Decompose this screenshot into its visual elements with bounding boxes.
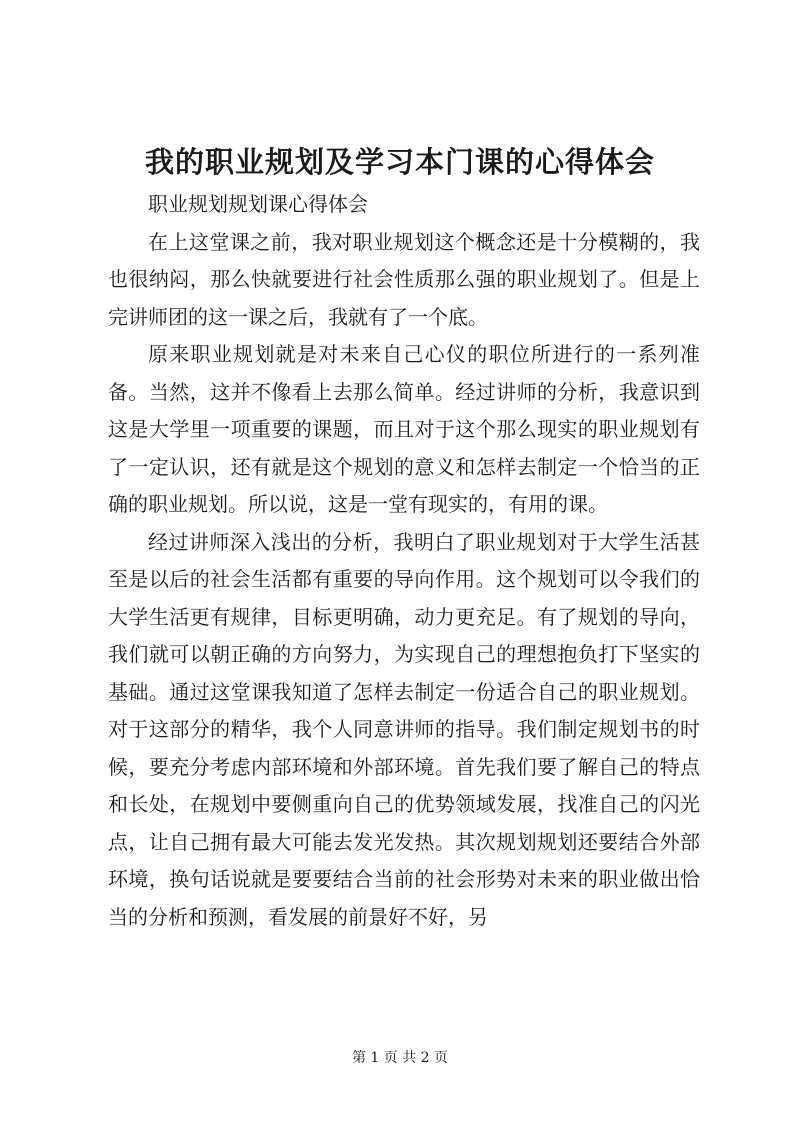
paragraph: 在上这堂课之前，我对职业规划这个概念还是十分模糊的，我也很纳闷，那么快就要进行社会性质那么强的职业规划了。但是上完讲师团的这一课之后，我就有了一个底。 xyxy=(108,229,700,329)
document-body xyxy=(108,186,700,936)
document-title: 我的职业规划及学习本门课的心得体会 xyxy=(144,145,655,179)
paragraph: 经过讲师深入浅出的分析，我明白了职业规划对于大学生活甚至是以后的社会生活都有重要的导向作用。这个规划可以令我们的大学生活更有规律，目标更明确，动力更充足。有了规划的导向，我们就可以朝正确的方向努力，为实现自己的理想抱负打下坚实的基础。通过这堂课我知道了怎样去制定一份适合自己的职业规划。对于这部分的精华，我个人同意讲师的指导。我们制定规划书的时候，要充分考虑内部环境和外部环境。首先我们要了解自己的特点和长处，在规划中要侧重向自己的优势领域发展，找准自己的闪光点，让自己拥有最大可能去发光发热。其次规划规划还要结合外部环境，换句话说就是要要结合当前的社会形势对未来的职业做出恰当的分析和预测，看发展的前景好不好，另 xyxy=(108,529,700,929)
page-number-footer: 第 1 页 共 2 页 xyxy=(351,1050,449,1066)
paragraph: 原来职业规划就是对未来自己心仪的职位所进行的一系列准备。当然，这并不像看上去那么简单。经过讲师的分析，我意识到这是大学里一项重要的课题，而且对于这个那么现实的职业规划有了一定认识，还有就是这个规划的意义和怎样去制定一个恰当的正确的职业规划。所以说，这是一堂有现实的，有用的课。 xyxy=(108,342,700,516)
subtitle-paragraph: 职业规划规划课心得体会 xyxy=(148,192,368,216)
